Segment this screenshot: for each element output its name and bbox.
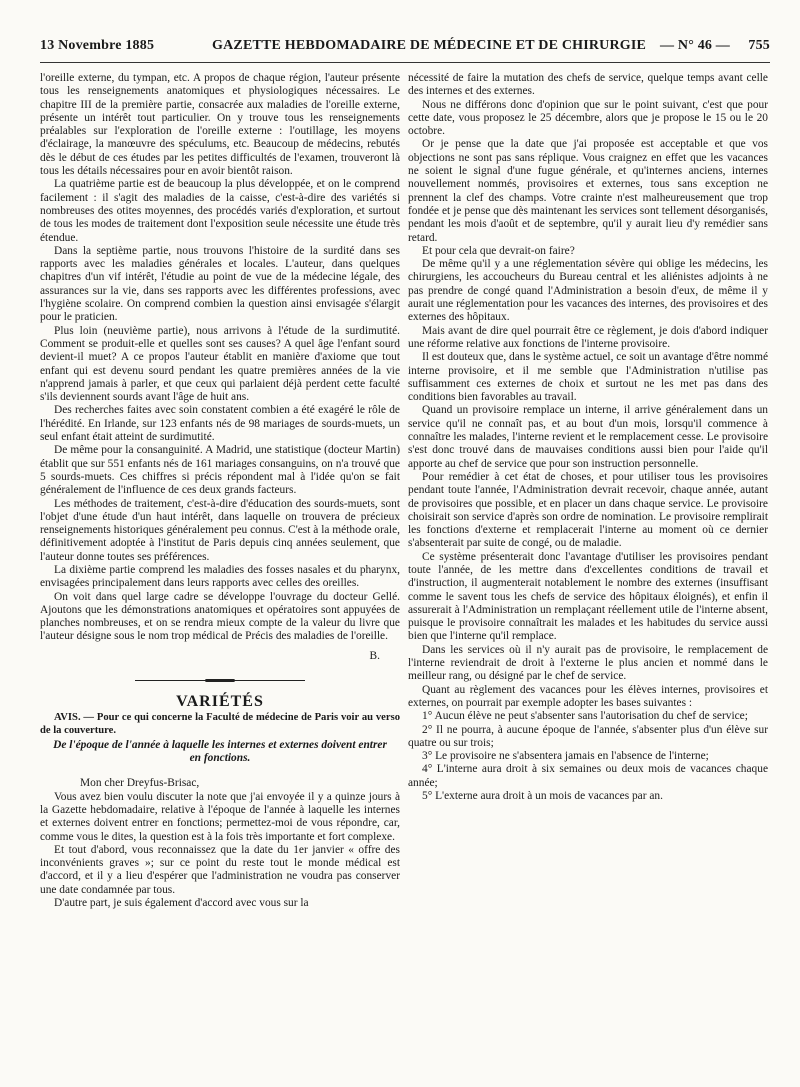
issue-number: — N° 46 —: [660, 38, 731, 53]
paragraph: Des recherches faites avec soin constatent combien a été exagéré le rôle de l'hérédité. En Irlande, sur 123 enfants nés de 98 mariages de sourds-muets, un seul enfant était atteint de surdimutité.: [40, 404, 400, 444]
list-item: 3° Le provisoire ne s'absentera jamais en l'absence de l'interne;: [422, 750, 709, 763]
paragraph: Ce système présenterait donc l'avantage d'utiliser les provisoires pendant toute l'année, de les mettre dans d'excellentes conditions de travail et d'instruction, il augmenterait notablement le nombre des externes (insuffisant comme le savent tous les chefs de service des hôpitaux éloignés), et enfin il assurerait à l'Administration un remplaçant réellement utile de l'interne absent, puisque le provisoire connaîtrait les malades et les habitudes du service aussi bien que l'interne qu'il remplace.: [408, 550, 768, 643]
list-item: 1° Aucun élève ne peut s'absenter sans l'autorisation du chef de service;: [422, 710, 748, 723]
rules-list: [408, 710, 768, 803]
section-title: VARIÉTÉS: [176, 693, 264, 711]
list-item: 4° L'interne aura droit à six semaines ou deux mois de vacances chaque année;: [408, 763, 768, 789]
paragraph: Or je pense que la date que j'ai proposée est acceptable et que vos objections ne sont pas sans réplique. Vous craignez en effet que les vacances ne soient le signal d'une fugue générale, et qu'internes anciens, internes nouvellement nommés, provisoires et externes, tous sans exception ne prennent la clef des champs. Votre crainte n'est malheureusement que trop fondée et je pense que dès maintenant les services sont tellement désorganisés, pendant les mois d'août et de septembre, qu'il y aurait lieu d'y remédier sans retard.: [408, 138, 768, 244]
header-rule: [40, 62, 770, 63]
paragraph: Nous ne différons donc d'opinion que sur le point suivant, c'est que pour cette date, vous proposez le 25 décembre, alors que je propose le 15 ou le 20 octobre.: [408, 98, 768, 138]
paragraph: Et pour cela que devrait-on faire?: [422, 244, 575, 257]
paragraph: Dans la septième partie, nous trouvons l'histoire de la surdité dans ses rapports avec les maladies générales et locales. L'auteur, dans quelques chapitres d'un vif intérêt, l'étudie au point de vue de la médecine légale, des assurances sur la vie, dans ses rapports avec les différentes professions, avec l'hygiène scolaire. On comprend combien la question ainsi envisagée s'élargit pour le praticien.: [40, 244, 400, 324]
paragraph: Quant au règlement des vacances pour les élèves internes, provisoires et externes, on pourrait par exemple adopter les bases suivantes :: [408, 683, 768, 709]
paragraph: D'autre part, je suis également d'accord avec vous sur la: [54, 897, 309, 910]
issue-date: 13 Novembre 1885: [40, 38, 155, 53]
section-separator: [135, 679, 305, 683]
list-item: 5° L'externe aura droit à un mois de vacances par an.: [422, 790, 663, 803]
left-column: [40, 72, 400, 910]
paragraph: Quand un provisoire remplace un interne, il arrive généralement dans un service qu'il ne connaît pas, et au bout d'un mois, lorsqu'il commence à connaître les malades, l'interne revient et le remplacement cesse. Le provisoire s'est donc trouvé dans de mauvaises conditions aussi bien pour l'aide qu'il apporte au chef de service que pour son instruction personnelle.: [408, 404, 768, 470]
article-title: De l'époque de l'année à laquelle les internes et externes doivent entrer en fonctions.: [53, 739, 387, 765]
paragraph: Et tout d'abord, vous reconnaissez que la date du 1er janvier « offre des inconvénients graves »; sur ce point du reste tout le monde médical est d'accord, et il y a lieu d'espérer que l'administration ne voudra pas conserver une date condamnée par tous.: [40, 843, 400, 896]
paragraph: Mais avant de dire quel pourrait être ce règlement, je dois d'abord indiquer une réforme relative aux fonctions de l'interne provisoire.: [408, 324, 768, 350]
paragraph: Pour remédier à cet état de choses, et pour utiliser tous les provisoires pendant toute l'année, l'Administration devrait recevoir, chaque année, autant de provisoires que possible, et en placer un dans chaque service. Le provisoire choisirait son service d'après son ordre de nomination. Le provisoire remplirait les fonctions d'externe et remplacerait l'interne au moment où ce dernier s'absenterait par suite de congé, ou de maladie.: [408, 470, 768, 550]
signature: B.: [369, 649, 380, 662]
paragraph: De même pour la consanguinité. A Madrid, une statistique (docteur Martin) établit que sur 551 enfants nés de 161 mariages consanguins, on n'a trouvé que 5 sourds-muets. Ces chiffres si précis répondent mal à l'idée qu'on se fait généralement de l'influence de ces deux grands facteurs.: [40, 444, 400, 497]
paragraph: On voit dans quel large cadre se développe l'ouvrage du docteur Gellé. Ajoutons que les démonstrations anatomiques et opératoires sont appuyées de planches nombreuses, et on se rendra mieux compte de la valeur du livre que l'auteur désigne sous le nom trop médical de Précis des maladies de l'oreille.: [40, 590, 400, 643]
right-column: [408, 72, 768, 803]
notice: AVIS. — Pour ce qui concerne la Faculté de médecine de Paris voir au verso de la couverture.: [40, 712, 400, 736]
list-item: 2° Il ne pourra, à aucune époque de l'année, s'absenter plus d'un élève sur quatre ou sur trois;: [408, 723, 768, 749]
paragraph: De même qu'il y a une réglementation sévère qui oblige les médecins, les chirurgiens, les accoucheurs du Bureau central et les aliénistes adjoints à ne pas prendre de congé quand l'Administration a besoin d'eux, de même il y aurait une réglementation pour les vacances des internes, des provisoires et des externes des hôpitaux.: [408, 258, 768, 324]
journal-title: GAZETTE HEBDOMADAIRE DE MÉDECINE ET DE CHIRURGIE: [212, 38, 647, 53]
paragraph: l'oreille externe, du tympan, etc. A propos de chaque région, l'auteur présente tous les renseignements anatomiques et physiologiques nécessaires. Le chapitre III de la première partie, consacrée aux maladies de l'oreille externe, présente un intérêt tout particulier. On y trouve tous les renseignements préalables sur l'exploration de l'oreille externe : l'outillage, les moyens d'éclairage, la manœuvre des spéculums, etc. Beaucoup de médecins, rebutés dès le début de ces études par les petites difficultés de l'examen, trouveront là tous les détails nécessaires pour en avoir bientôt raison.: [40, 72, 400, 178]
paragraph: Il est douteux que, dans le système actuel, ce soit un avantage d'être nommé interne provisoire, et il me semble que l'Administration n'utilise pas suffisamment ces externes de choix et surtout ne les met pas dans des conditions bien favorables au travail.: [408, 351, 768, 404]
paragraph: Les méthodes de traitement, c'est-à-dire d'éducation des sourds-muets, sont l'objet d'une étude d'un haut intérêt, dans laquelle on trouvera de précieux renseignements historiques généralement peu connus. C'est à la méthode orale, définitivement adoptée à l'institut de Paris depuis cinq années seulement, que l'auteur donne toutes ses préférences.: [40, 497, 400, 563]
salutation: Mon cher Dreyfus-Brisac,: [80, 777, 200, 790]
paragraph: nécessité de faire la mutation des chefs de service, quelque temps avant celle des internes et des externes.: [408, 72, 768, 98]
paragraph: Plus loin (neuvième partie), nous arrivons à l'étude de la surdimutité. Comment se produit-elle et quelles sont ses causes? A quel âge l'enfant sourd devient-il muet? A ce propos l'auteur établit en manière d'axiome que tout enfant qui est devenu sourd pendant les quatre premières années de la vie n'apprend jamais à parler, et que ceux qui parlaient déjà perdent cette faculté s'ils deviennent sourds avant l'âge de huit ans.: [40, 324, 400, 404]
paragraph: Dans les services où il n'y aurait pas de provisoire, le remplacement de l'interne reviendrait de droit à l'externe le plus ancien et nommé dans le meilleur rang, ou désigné par le chef de service.: [408, 643, 768, 683]
page-header: [40, 38, 770, 62]
paragraph: La quatrième partie est de beaucoup la plus développée, et on le comprend facilement : il s'agit des maladies de la caisse, c'est-à-dire des variétés si nombreuses des otites moyennes, des procédés variés d'exploration, et surtout de tous les modes de traitement dont l'exposition seule nécessite une étude très étendue.: [40, 178, 400, 244]
paragraph: Vous avez bien voulu discuter la note que j'ai envoyée il y a quinze jours à la Gazette hebdomadaire, relative à l'époque de l'année à laquelle les internes et externes doivent entrer en fonctions; permettez-moi de vous répondre, car, comme vous le dites, la question est à la fois très importante et fort complexe.: [40, 790, 400, 843]
page-number: 755: [748, 38, 770, 53]
paragraph: La dixième partie comprend les maladies des fosses nasales et du pharynx, envisagées principalement dans leurs rapports avec celles des oreilles.: [40, 563, 400, 590]
